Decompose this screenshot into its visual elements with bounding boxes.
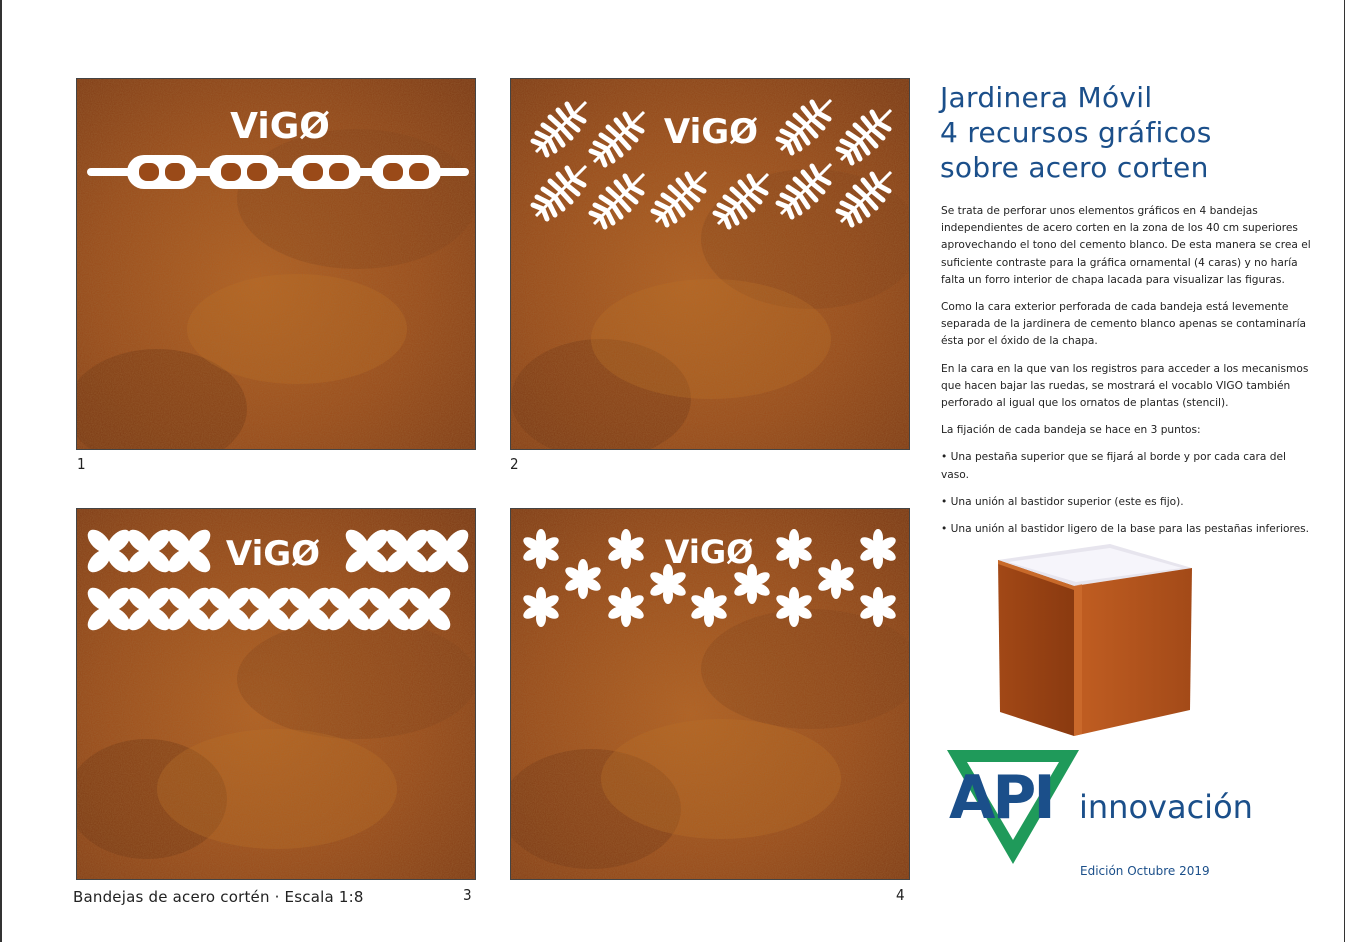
vigo-word: ViGØ (230, 106, 330, 147)
title-line-2: 4 recursos gráficos (940, 116, 1212, 149)
description (941, 203, 1313, 548)
paragraph-2: Como la cara exterior perforada de cada bandeja está levemente separada de la jardinera de cemento blanco apenas se contaminaría ésta por el óxido de la chapa. (941, 301, 1307, 348)
bullet-3: • Una unión al bastidor ligero de la base para las pestañas inferiores. (941, 523, 1310, 536)
logo-tagline: innovación (1079, 788, 1253, 826)
api-innovacion-logo (945, 748, 1265, 866)
paragraph-3: En la cara en la que van los registros para acceder a los mecanismos que hacen bajar las ruedas, se mostrará el vocablo VIGO también perforado al igual que los ornatos de plantas (stencil). (941, 362, 1309, 410)
vigo-word: ViGØ (663, 112, 759, 152)
chain-motif (77, 79, 476, 450)
vigo-word: ViGØ (225, 534, 321, 574)
vigo-word: ViGØ (664, 533, 754, 571)
figure-caption: Bandejas de acero cortén · Escala 1:8 (73, 888, 364, 906)
bullet-1: • Una pestaña superior que se fijará al borde y por cada cara del vaso. (941, 451, 1286, 481)
paragraph-4: La fijación de cada bandeja se hace en 3 puntos: (941, 424, 1201, 437)
panel-number-1: 1 (77, 455, 86, 473)
geometric-motif (77, 509, 476, 880)
panel-1 (76, 78, 476, 450)
paragraph-1: Se trata de perforar unos elementos gráficos en 4 bandejas independientes de acero corten en la zona de los 40 cm superiores aprovechando el tono del cemento blanco. De esta manera se crea el suficiente contraste para la gráfica ornamental (4 caras) y no haría falta un forro interior de chapa lacada para visualizar las figuras. (941, 205, 1311, 286)
logo-brand: API (949, 763, 1053, 833)
title-line-1: Jardinera Móvil (940, 81, 1153, 114)
edition-label: Edición Octubre 2019 (1080, 864, 1210, 878)
leaves-motif (511, 79, 910, 450)
planter-image (962, 540, 1202, 740)
bullet-2: • Una unión al bastidor superior (este es fijo). (941, 495, 1184, 508)
panel-3 (76, 508, 476, 880)
panel-4 (510, 508, 910, 880)
panel-number-4: 4 (896, 886, 905, 904)
panel-number-3: 3 (463, 886, 472, 904)
page-title (940, 80, 1320, 185)
panel-2 (510, 78, 910, 450)
title-line-3: sobre acero corten (940, 151, 1209, 184)
flowers-motif (511, 509, 910, 880)
panel-number-2: 2 (510, 455, 519, 473)
